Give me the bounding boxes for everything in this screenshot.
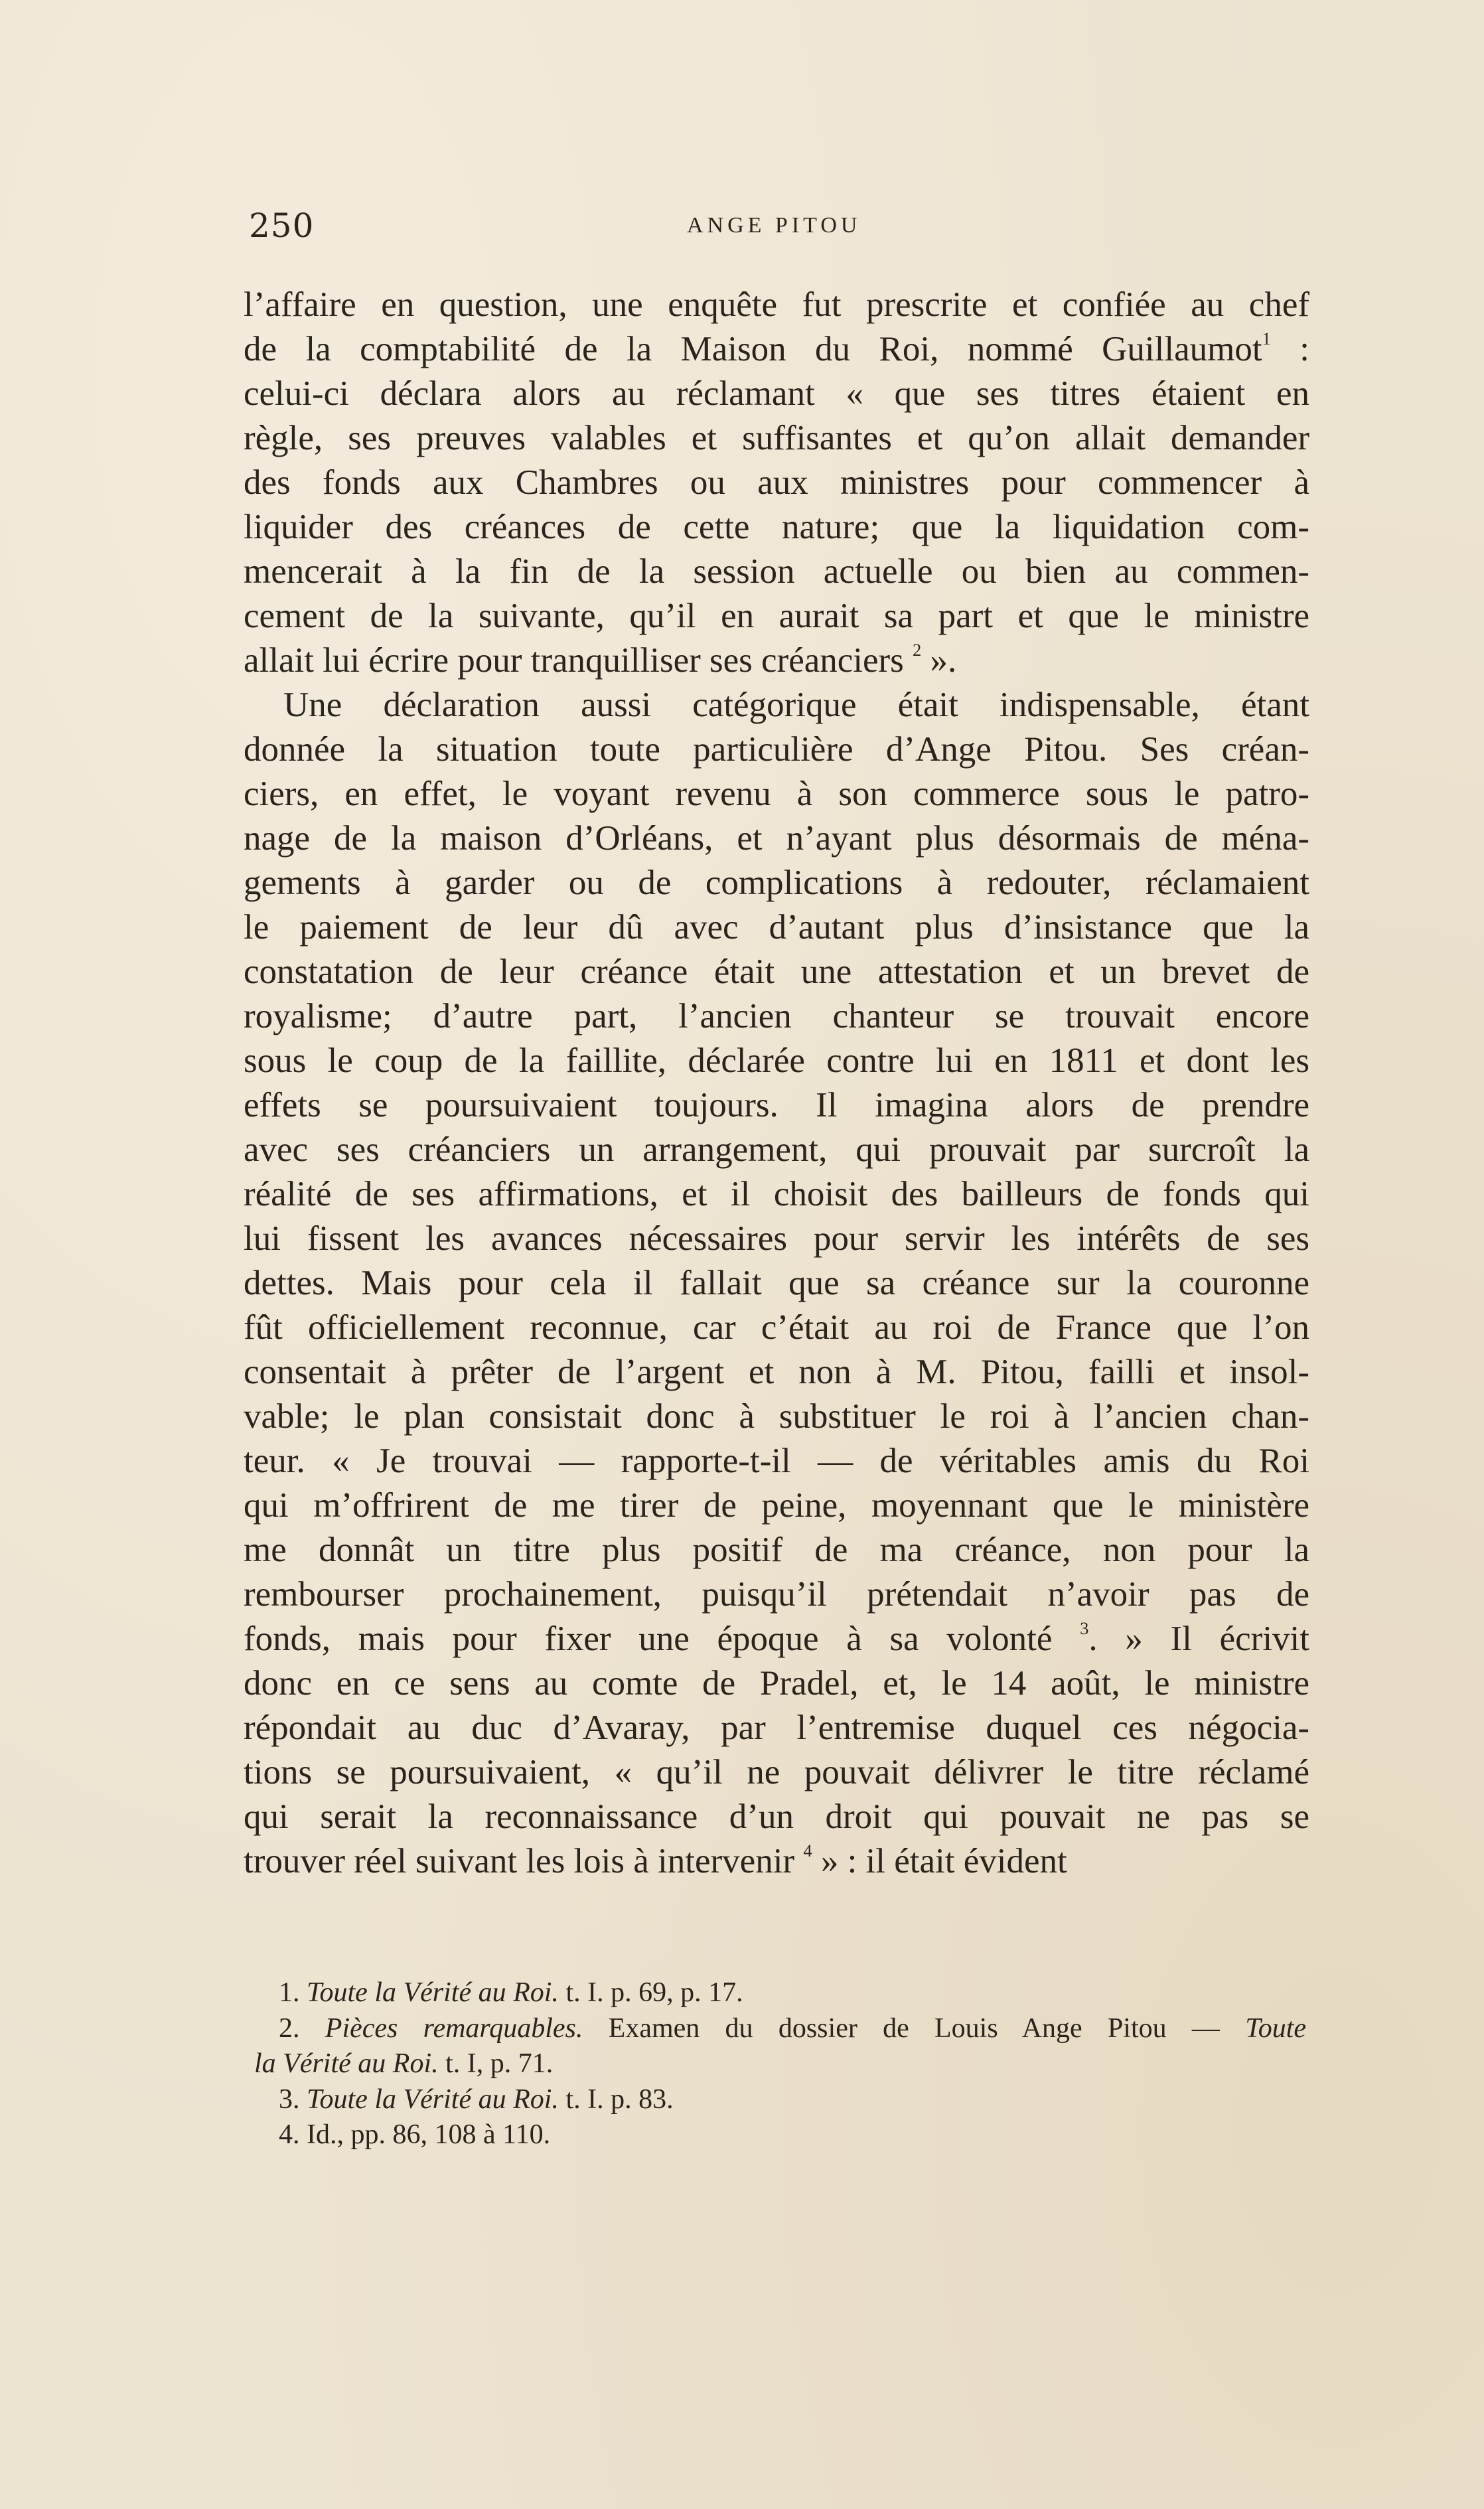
page-header: [244, 202, 1309, 249]
line-text: des fonds aux Chambres ou aux ministres pour commencer à: [244, 463, 1309, 502]
text-line: [244, 1083, 1309, 1128]
footnote-ref: t. I, p. 71.: [438, 2048, 554, 2079]
text-line: [244, 1395, 1309, 1439]
footnote-ref: t. I. p. 83.: [558, 2084, 674, 2115]
footnote-2: [254, 2011, 1306, 2047]
text-line: [244, 1528, 1309, 1572]
line-text: ciers, en effet, le voyant revenu à son commerce sous le patro-: [244, 775, 1309, 813]
text-line: [244, 1172, 1309, 1217]
line-text: fût officiellement reconnue, car c’était au roi de France que l’on: [244, 1308, 1309, 1347]
text-line: [244, 861, 1309, 905]
text-line: [244, 1706, 1309, 1750]
footnote-marker: 2: [913, 640, 922, 660]
text-line: [244, 1795, 1309, 1839]
footnote-title: Toute la Vérité au Roi.: [307, 2084, 559, 2115]
line-text: fonds, mais pour fixer une époque à sa volonté: [244, 1620, 1080, 1658]
line-text: rembourser prochainement, puisqu’il prétendait n’avoir pas de: [244, 1575, 1309, 1614]
footnote-ref: Id., pp. 86, 108 à 110.: [299, 2119, 551, 2150]
text-line: [244, 683, 1309, 727]
line-text: cement de la suivante, qu’il en aurait sa part et que le ministre: [244, 597, 1309, 635]
text-line: [244, 594, 1309, 639]
text-line: [244, 461, 1309, 505]
line-text: Une déclaration aussi catégorique était indispensable, étant: [283, 686, 1309, 724]
line-text: allait lui écrire pour tranquilliser ses créanciers: [244, 641, 913, 680]
footnote-4: [254, 2117, 1306, 2153]
text-line: [244, 550, 1309, 594]
line-text: vable; le plan consistait donc à substituer le roi à l’ancien chan-: [244, 1397, 1309, 1436]
footnote-1: [254, 1975, 1306, 2011]
text-line: [244, 1439, 1309, 1483]
text-line: [244, 772, 1309, 816]
text-line: [244, 1039, 1309, 1083]
text-line: [244, 1572, 1309, 1617]
footnote-3: [254, 2082, 1306, 2118]
text-line: [244, 327, 1309, 372]
footnote-title: la Vérité au Roi.: [254, 2048, 439, 2079]
footnote-marker: 4: [803, 1841, 812, 1861]
line-text: donnée la situation toute particulière d’Ange Pitou. Ses créan-: [244, 730, 1309, 769]
text-line: [244, 1306, 1309, 1350]
line-text: me donnât un titre plus positif de ma créance, non pour la: [244, 1531, 1309, 1569]
line-text: gements à garder ou de complications à redouter, réclamaient: [244, 864, 1309, 902]
footnotes: [254, 1975, 1306, 2153]
line-text: . » Il écrivit: [1088, 1620, 1310, 1658]
line-text: dettes. Mais pour cela il fallait que sa créance sur la couronne: [244, 1264, 1309, 1302]
footnote-number: 3.: [279, 2084, 300, 2115]
text-line: [244, 1217, 1309, 1261]
line-text: répondait au duc d’Avaray, par l’entremise duquel ces négocia-: [244, 1709, 1309, 1747]
text-line: [244, 1661, 1309, 1706]
line-text: consentait à prêter de l’argent et non à M. Pitou, failli et insol-: [244, 1353, 1309, 1391]
text-line: [244, 1350, 1309, 1395]
text-line: [244, 1483, 1309, 1528]
footnote-marker: 3: [1080, 1618, 1089, 1639]
line-text: tions se poursuivaient, « qu’il ne pouvait délivrer le titre réclamé: [244, 1753, 1309, 1791]
text-line: [244, 1128, 1309, 1172]
text-line: [244, 727, 1309, 772]
text-line: [244, 905, 1309, 950]
footnote-number: 1.: [279, 1977, 300, 2008]
footnote-number: 4.: [279, 2119, 300, 2150]
line-text: qui serait la reconnaissance d’un droit qui pouvait ne pas se: [244, 1797, 1309, 1836]
footnote-title: Toute la Vérité au Roi.: [307, 1977, 559, 2008]
text-line: [244, 1617, 1309, 1661]
line-text: :: [1270, 330, 1309, 368]
line-text: nage de la maison d’Orléans, et n’ayant plus désormais de ména-: [244, 819, 1309, 858]
line-text: réalité de ses affirmations, et il choisit des bailleurs de fonds qui: [244, 1175, 1309, 1213]
footnote-title: Pièces remarquables.: [325, 2013, 583, 2044]
line-text: effets se poursuivaient toujours. Il imagina alors de prendre: [244, 1086, 1309, 1124]
line-text: constatation de leur créance était une attestation et un brevet de: [244, 952, 1309, 991]
text-line: [244, 816, 1309, 861]
line-text: de la comptabilité de la Maison du Roi, nommé Guillaumot: [244, 330, 1262, 368]
footnote-title: Toute: [1245, 2013, 1307, 2044]
text-line: [244, 1839, 1309, 1884]
text-line: [244, 372, 1309, 416]
text-line: [244, 1261, 1309, 1306]
line-text: royalisme; d’autre part, l’ancien chanteur se trouvait encore: [244, 997, 1309, 1035]
text-line: [244, 416, 1309, 461]
text-line: [244, 950, 1309, 994]
text-line: [244, 283, 1309, 327]
line-text: qui m’offrirent de me tirer de peine, moyennant que le ministère: [244, 1486, 1309, 1525]
footnote-ref: t. I. p. 69, p. 17.: [558, 1977, 743, 2008]
text-line: [244, 505, 1309, 550]
line-text: trouver réel suivant les lois à intervenir: [244, 1842, 804, 1880]
footnote-2-continuation: [254, 2046, 1306, 2082]
text-line: [244, 639, 1309, 683]
line-text: l’affaire en question, une enquête fut prescrite et confiée au chef: [244, 285, 1309, 324]
line-text: mencerait à la fin de la session actuelle ou bien au commen-: [244, 552, 1309, 591]
line-text: teur. « Je trouvai — rapporte-t-il — de véritables amis du Roi: [244, 1442, 1309, 1480]
body-text: [244, 283, 1309, 1884]
line-text: celui-ci déclara alors au réclamant « que ses titres étaient en: [244, 374, 1309, 413]
running-head: ANGE PITOU: [687, 213, 861, 238]
line-text: liquider des créances de cette nature; que la liquidation com-: [244, 508, 1309, 546]
page-number: 250: [249, 206, 315, 245]
line-text: lui fissent les avances nécessaires pour servir les intérêts de ses: [244, 1219, 1309, 1258]
footnote-marker: 1: [1262, 329, 1271, 349]
line-text: » : il était évident: [812, 1842, 1067, 1880]
line-text: avec ses créanciers un arrangement, qui prouvait par surcroît la: [244, 1130, 1309, 1169]
text-line: [244, 1750, 1309, 1795]
line-text: sous le coup de la faillite, déclarée contre lui en 1811 et dont les: [244, 1041, 1309, 1080]
footnote-number: 2.: [279, 2013, 300, 2044]
line-text: ».: [921, 641, 957, 680]
line-text: donc en ce sens au comte de Pradel, et, le 14 août, le ministre: [244, 1664, 1309, 1703]
line-text: le paiement de leur dû avec d’autant plus d’insistance que la: [244, 908, 1309, 947]
text-line: [244, 994, 1309, 1039]
line-text: règle, ses preuves valables et suffisantes et qu’on allait demander: [244, 419, 1309, 457]
footnote-ref: Examen du dossier de Louis Ange Pitou —: [583, 2013, 1246, 2044]
